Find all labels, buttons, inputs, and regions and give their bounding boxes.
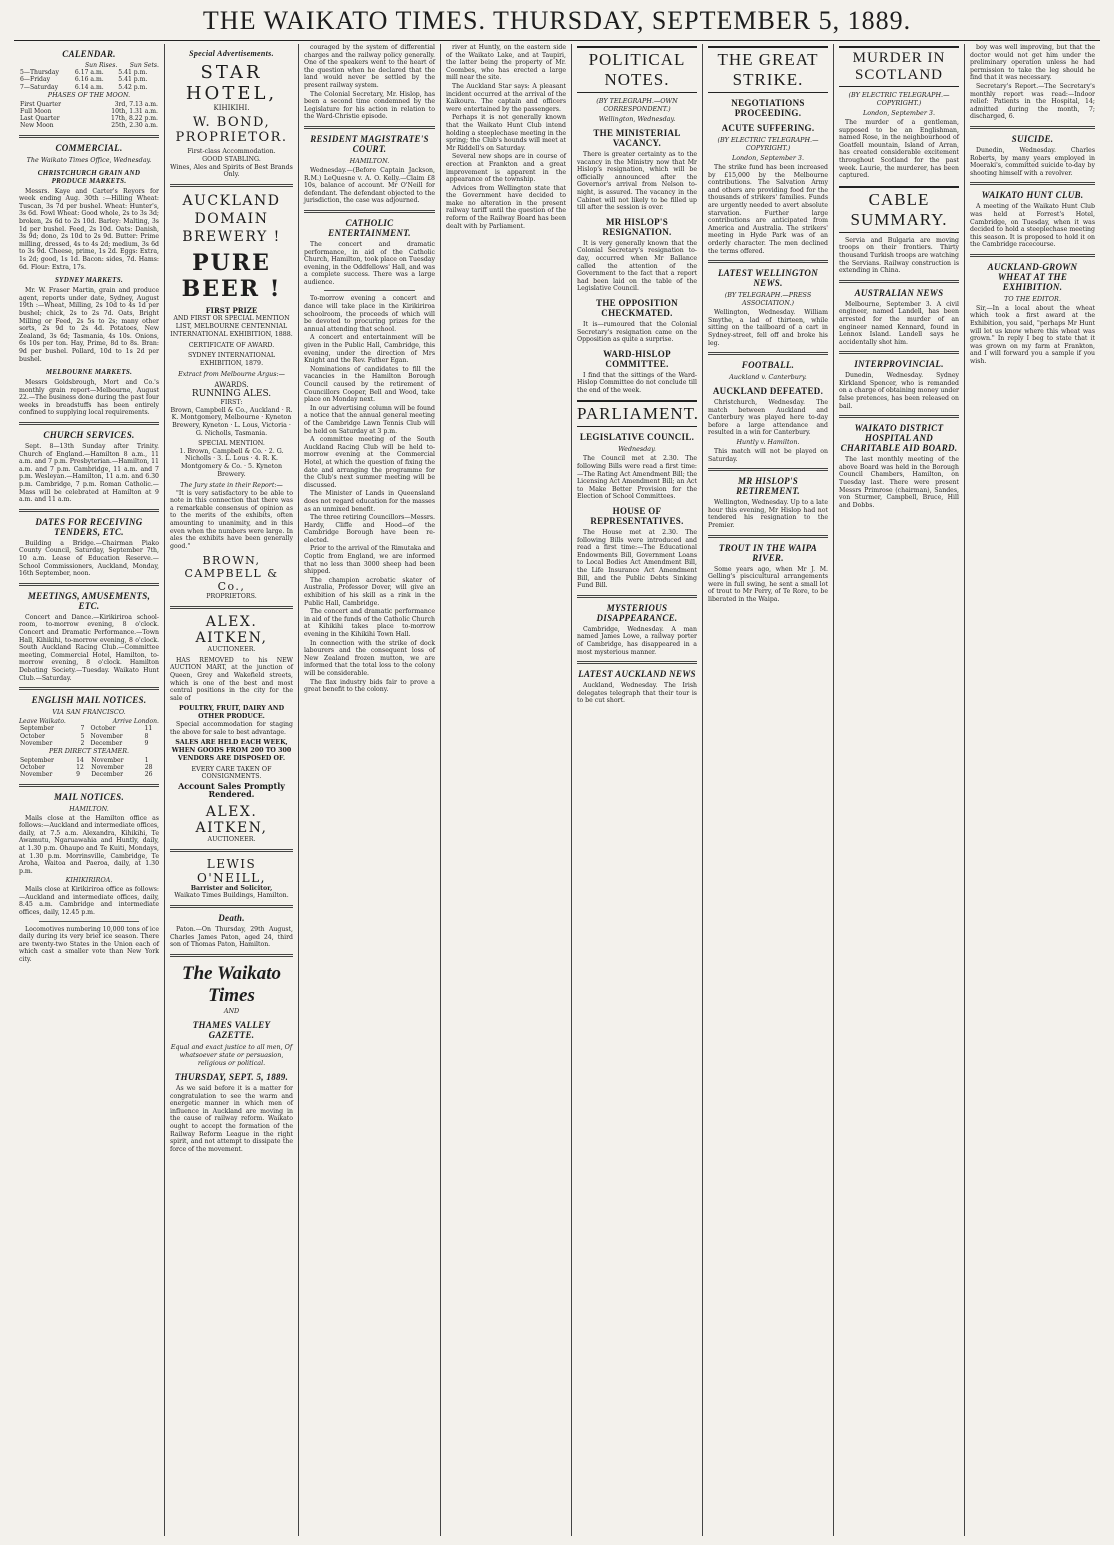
mail-notices-title: MAIL NOTICES. <box>53 791 125 802</box>
paragraph: couraged by the system of differential charges and the railway policy generally. One of the speakers went to the heart of the question when he declared that the land would never be settled by the present railway system. <box>304 44 435 89</box>
mysterious-text: Cambridge, Wednesday. A man named James Lowe, a railway porter of Cambridge, has disappeared in a most mysterious manner. <box>577 625 697 656</box>
aitken-name: ALEX. AITKEN, <box>195 614 268 647</box>
divider <box>19 422 159 425</box>
newspaper-page <box>14 44 1100 1536</box>
english-mail-title: ENGLISH MAIL NOTICES. <box>31 695 147 706</box>
paragraph: Nominations of candidates to fill the vacancies in the Hamilton Borough Council caused by the retirement of Councillors Cooper, Bell and Wood, take place on Monday next. <box>304 365 435 404</box>
divider <box>708 352 828 355</box>
gazette-title: THAMES VALLEY GAZETTE. <box>192 1019 271 1040</box>
divider <box>170 849 293 852</box>
political-text: There is greater certainty as to the vacancy in the Ministry now that Mr Hislop's resignation, which will be officially announced after the Governor's arrival from Nelson to-night, is assured. The vacancy in the Cabinet will not likely to be filled up till after the session is over. <box>577 151 697 212</box>
political-heading: MR HISLOP'S RESIGNATION. <box>602 216 672 237</box>
parliament-title: PARLIAMENT. <box>577 400 697 427</box>
murder-text: The murder of a gentleman, supposed to be an Englishman, named Rose, in the neighbourhood of Goatfell mountain, Island of Arran, has created considerable excitement throughout Scotland for the past week. Laurie, the murderer, has been captured. <box>839 119 959 180</box>
masthead: THE WAIKATO TIMES. THURSDAY, SEPTEMBER 5, 1889. <box>202 6 912 35</box>
paragraph: boy was well improving, but that the doctor would not get him under the preliminary operation unless he had permission to take the leg should he find that it was necessary. <box>970 44 1095 82</box>
oneill-ad <box>170 857 293 901</box>
interprovincial-title: INTERPROVINCIAL. <box>854 359 944 370</box>
column-5 <box>571 44 702 1536</box>
tenders-title: DATES FOR RECEIVING TENDERS, ETC. <box>35 516 143 537</box>
column-4 <box>440 44 571 1536</box>
table-row: November 9 December 26 <box>20 771 153 779</box>
table-row: October 12 November 28 <box>20 764 153 772</box>
paragraph: A concert and entertainment will be given in the Public Hall, Cambridge, this evening, under the direction of Mrs Knight and the Rev. Father Egan. <box>304 334 435 365</box>
prize-detail: AND FIRST OR SPECIAL MENTION LIST, MELBOURNE CENTENNIAL INTERNATIONAL EXHIBITION, 1888. <box>170 315 293 338</box>
times-and: AND <box>223 1006 240 1015</box>
catholic-text: The concert and dramatic performance, in aid of the Catholic Church, Hamilton, took place on Tuesday evening, in the Oddfellows' Hall, and was a complete success. There was a large audience. <box>304 240 435 286</box>
sales-note: SALES ARE HELD EACH WEEK, WHEN GOODS FROM 200 TO 300 VENDORS ARE DISPOSED OF. <box>171 739 292 762</box>
table-row: 7—Saturday 6.14 a.m. 5.42 p.m. <box>20 83 148 91</box>
proprietors: PROPRIETORS. <box>206 593 257 601</box>
commercial-title: COMMERCIAL. <box>55 142 123 153</box>
editorial-dateline: THURSDAY, SEPT. 5, 1889. <box>174 1071 289 1082</box>
rm-court-text: Wednesday.—(Before Captain Jackson, R.M.) LeQuesne v. A. O. Kelly.—Claim £8 10s, balance of account. Mr O'Neill for defendant. The defendant objected to the jurisdiction, the case was adjourned. <box>304 166 435 205</box>
running-ales: RUNNING ALES. <box>191 388 272 399</box>
football-title: FOOTBALL. <box>741 360 795 371</box>
death-title: Death. <box>218 913 245 924</box>
paragraph: The Minister of Lands in Queensland does not regard education for the masses as an unmixed benefit. <box>304 490 435 513</box>
divider <box>708 468 828 471</box>
awards: AWARDS. <box>214 380 249 389</box>
col-head: Sun Sets. <box>129 62 159 69</box>
aitken-role: AUCTIONEER. <box>207 646 256 654</box>
first-label: FIRST: <box>220 398 243 406</box>
council-day: Wednesday. <box>618 445 656 454</box>
paragraph: The three retiring Councillors—Messrs. Hardy, Cliffe and Hood—of the Cambridge Borough have been re-elected. <box>304 514 435 544</box>
divider <box>708 260 828 263</box>
suicide-text: Dunedin, Wednesday. Charles Roberts, by many years employed in Moeraki's, committed suicide to-day by shooting himself with a revolver. <box>970 146 1095 177</box>
divider <box>839 351 959 354</box>
political-heading: THE OPPOSITION CHECKMATED. <box>596 297 678 318</box>
political-heading: WARD-HISLOP COMMITTEE. <box>603 348 671 369</box>
first-prize: FIRST PRIZE <box>205 306 258 316</box>
hospital-title: WAIKATO DISTRICT HOSPITAL AND CHARITABLE AID BOARD. <box>840 423 958 454</box>
english-mail-table <box>19 718 159 747</box>
english-mail-via: VIA SAN FRANCISCO. <box>52 708 126 717</box>
strike-byline: (BY ELECTRIC TELEGRAPH.—COPYRIGHT.) <box>717 136 819 152</box>
hunt-club-text: A meeting of the Waikato Hunt Club was held at Forrest's Hotel, Cambridge, on Tuesday, when it was decided to hold a steeplechase meeting this season. It is proposed to hold it on the Cambridge racecourse. <box>970 203 1095 249</box>
special-ads-title: Special Advertisements. <box>189 49 274 58</box>
football-text: Christchurch, Wednesday. The match between Auckland and Canterbury was played here to-day before a large attendance and resulted in a win for Canterbury. <box>708 399 828 437</box>
account-sales: Account Sales Promptly Rendered. <box>178 781 285 799</box>
commercial-office: The Waikato Times Office, Wednesday. <box>26 155 152 164</box>
hotel-place: KIHIKIHI. <box>213 104 250 112</box>
sydney-markets-text: Mr. W. Fraser Martin, grain and produce agent, reports under date, Sydney, August 19th :—Wheat, Milling, 2s 10d to 4s 1d per bushel; chick, 2s to 2s 7d. Oats, Bright Milling or Feed, 2s 5s to 2s; many other sorts, 2s 9d to 2s 4d. Potatoes, New Zealand, 3s 6d; Tasmania, 4s 10s. Onions, 6s 10s per ton. Hay, Prime, 8d to 8s. Bran: 9d per bushel. Pollard, 10d to 1s 2d per bushel. <box>19 287 159 363</box>
melbourne-markets-text: Messrs Goldsbrough, Mort and Co.'s monthly grain report—Melbourne, August 22.—The business done during the past four weeks in breadstuffs has been entirely confined to supplying local requirements. <box>19 379 159 417</box>
paragraph: In connection with the strike of dock labourers and the consequent loss of New Zealand frozen mutton, we are informed that the total loss to the colony will be considerable. <box>304 639 435 677</box>
australian-news-title: AUSTRALIAN NEWS <box>854 287 944 298</box>
oneill-role: Barrister and Solicitor, <box>190 884 273 892</box>
political-text: It is—rumoured that the Colonial Secretary's resignation came on the Opposition as quite a surprise. <box>577 320 697 344</box>
table-row: First Quarter 3rd, 7.13 a.m. <box>20 100 158 108</box>
aitken-ad <box>170 614 293 844</box>
hotel-owner: W. BOND, PROPRIETOR. <box>175 115 288 145</box>
to-editor: TO THE EDITOR. <box>1004 294 1061 303</box>
hotel-line: GOOD STABLING. <box>202 155 261 163</box>
hotel-line: Wines, Ales and Spirits of Best Brands Only. <box>170 163 293 179</box>
table-row: September 7 October 11 <box>20 725 153 733</box>
certificate: CERTIFICATE OF AWARD. <box>188 341 275 349</box>
divider <box>577 595 697 598</box>
column-6 <box>702 44 833 1536</box>
divider <box>19 687 159 690</box>
strike-place: London, September 3. <box>731 154 805 162</box>
direct-mail-table <box>19 757 159 779</box>
divider <box>19 583 159 586</box>
paragraph: Prior to the arrival of the Rimutaka and Coptic from England, we are informed that no less than 3000 sheep had been shipped. <box>304 545 435 576</box>
council-text: The Council met at 2.30. The following Bills were read a first time:—The Rating Act Amendment Bill; the Licensing Act Amendment Bill; an Act to Make Better Provision for the Election of School Committees. <box>577 455 697 501</box>
divider <box>970 126 1095 129</box>
table-row: Last Quarter 17th, 8.22 p.m. <box>20 115 158 123</box>
divider <box>324 290 415 291</box>
divider <box>970 182 1095 185</box>
melbourne-markets-title: MELBOURNE MARKETS. <box>45 368 133 377</box>
divider <box>170 954 293 957</box>
strike-subhead: NEGOTIATIONS PROCEEDING. <box>731 98 805 118</box>
notice-text: Locomotives numbering 10,000 tons of ice daily during its very brief ice season. There are twenty-two States in the Union each of which cast a smaller vote than New York city. <box>19 925 159 964</box>
sydney-markets-title: SYDNEY MARKETS. <box>54 276 124 285</box>
column-7 <box>833 44 964 1536</box>
special-note: Special accommodation for staging the above for sale to best advantage. <box>170 721 293 736</box>
table-row: September 14 November 1 <box>20 756 149 764</box>
special-mention: SPECIAL MENTION. <box>198 439 265 447</box>
divider <box>839 280 959 283</box>
rm-court-place: HAMILTON. <box>349 156 390 165</box>
oneill-place: Waikato Times Buildings, Hamilton. <box>174 892 289 900</box>
col-head: Sun Rises. <box>84 62 118 69</box>
column-2-advertisements <box>164 44 298 1536</box>
jury-quote: "It is very satisfactory to be able to note in this connection that there was a remarkable consensus of opinion as to the merits of the exhibits, often amounting to unanimity, and in this even when the numbers were large. In ales the exhibits have been generally good." <box>170 489 293 550</box>
murder-byline: (BY ELECTRIC TELEGRAPH.—COPYRIGHT.) <box>848 91 950 107</box>
column-3 <box>298 44 440 1536</box>
grain-market-title: CHRISTCHURCH GRAIN AND PRODUCE MARKETS. <box>37 168 141 185</box>
huntly-text: This match will not be played on Saturday. <box>708 448 828 463</box>
calendar-table <box>19 62 159 91</box>
meetings-title: MEETINGS, AMUSEMENTS, ETC. <box>27 590 151 611</box>
paragraph: The Colonial Secretary, Mr. Hislop, has been a second time condemned by the Legislature for his action in relation to the Ward-Christie episode. <box>304 90 435 121</box>
paragraph: The Auckland Star says: A pleasant incident occurred at the arrival of the Kaikoura. The captain and officers were entertained by the passengers. <box>446 82 566 113</box>
death-text: Paton.—On Thursday, 29th August, Charles James Paton, aged 24, third son of Thomas Paton, Hamilton. <box>170 926 293 949</box>
star-hotel-ad <box>170 62 293 179</box>
strike-subhead-2: ACUTE SUFFERING. <box>721 123 815 133</box>
table-row: October 5 November 8 <box>20 732 149 740</box>
political-heading: THE MINISTERIAL VACANCY. <box>593 128 681 148</box>
tenders-text: Building a Bridge.—Chairman Piako County Council, Saturday, September 7th, 10 a.m. Lease of Education Reserve.—School Commissioners, Auckland, Monday, 16th September, noon. <box>19 539 159 578</box>
murder-place: London, September 3. <box>862 109 936 117</box>
paragraph: Perhaps it is not generally known that the Waikato Hunt Club intend holding a steeplechase meeting in the spring; the Club's hounds will meet at Mr Riddell's on Saturday. <box>446 114 566 152</box>
aitken-role-2: AUCTIONEER. <box>207 835 256 843</box>
divider <box>19 509 159 512</box>
strike-text: The strike fund has been increased by £15,000 by the Melbourne contributions. The Salvation Army and others are providing food for the thousands of strikers' families. Funds are urgently needed to avert absolute starvation. Further large contributions are anticipated from America and Australia. The strikers' meeting in Hyde Park was of an orderly character. The men declined the terms offered. <box>708 164 828 255</box>
mail-town: HAMILTON. <box>69 804 109 813</box>
hotel-title: STAR HOTEL, <box>185 62 278 104</box>
murder-title: MURDER IN SCOTLAND <box>839 46 959 87</box>
moon-title: PHASES OF THE MOON. <box>47 90 131 99</box>
divider <box>19 784 159 787</box>
political-place: Wellington, Wednesday. <box>598 115 676 123</box>
paragraph: Several new shops are in course of erection at Frankton and a great improvement is apparent in the appearance of the township. <box>446 153 566 184</box>
table-row: 5—Thursday 6.17 a.m. 5.41 p.m. <box>20 69 148 77</box>
interprovincial-text: Dunedin, Wednesday. Sydney Kirkland Spencer, who is remanded on a charge of obtaining money under false pretences, has been released on bail. <box>839 372 959 410</box>
strike-title: THE GREAT STRIKE. <box>708 46 828 93</box>
mail-text-2: Mails close at Kirikiriroa office as follows:—Auckland and intermediate offices, daily, 8.45 a.m. Cambridge and intermediate offices, daily, 12.45 p.m. <box>19 886 159 917</box>
divider <box>708 535 828 538</box>
english-mail-direct: PER DIRECT STEAMER. <box>48 746 130 755</box>
calendar-title: CALENDAR. <box>62 49 116 59</box>
divider <box>304 126 435 129</box>
divider <box>19 135 159 138</box>
col-head: Leave Waikato. <box>19 718 66 726</box>
catholic-title: CATHOLIC ENTERTAINMENT. <box>328 217 411 238</box>
mail-town-2: KIHIKIRIROA. <box>65 876 113 885</box>
oneill-name: LEWIS O'NEILL, <box>197 856 266 885</box>
grain-market-text: Messrs. Kaye and Carter's Reyors for week ending Aug. 30th :—Hilling Wheat: Tuscan, 3s 7d per bushel. Wheat: Hunter's, 3s 6d. Fowl Wheat: Good whole, 2s to 3s 3d; broken, 2s 6d to 2s 10d. Barley: Malting, 3s 1d per bushel. Feed, 2s 10d. Oats: Danish, 3s 9d; dono, 2s 10d to 2s 9d. Butter: Prime milling, dressed, 4s to 4s 2d; medium, 3s 6d to 3s 9d. Cheese, prime, 1s 2d. Eggs: Extra, 1s 2d; good, 1s 1d. Bacon: sides, 7d. Hams: 6d. Flour: Extra, 17s. <box>19 187 159 271</box>
cable-title: CABLE SUMMARY. <box>839 186 959 233</box>
cable-text: Servia and Bulgaria are moving troops on their frontiers. Thirty thousand Turkish troops are watching the Servians. Railway construction is extending in China. <box>839 236 960 275</box>
hotel-line: First-class Accommodation. <box>187 148 276 155</box>
paragraph: Secretary's Report.—The Secretary's monthly report was read:—Indoor relief: Patients in the Hospital, 14; admitted during the month, 7; discharged, 6. <box>970 82 1095 121</box>
paragraph: The concert and dramatic performance in aid of the funds of the Catholic Church at Kihikihi takes place to-morrow evening in the Kihikihi Town Hall. <box>304 608 435 638</box>
retirement-text: Wellington, Wednesday. Up to a late hour this evening, Mr Hislop had not tendered his resignation to the Premier. <box>708 499 828 530</box>
wheat-text: Sir,—In a local about the wheat which took a first award at the Exhibition, you said, "perhaps Mr Hunt will let us know where this wheat was grown." In reply I beg to state that it was grown on my farm at Frankton, and I will forward you a sample if you wish. <box>970 304 1095 366</box>
divider <box>170 606 293 609</box>
aitken-text: HAS REMOVED to his NEW AUCTION MART, at the junction of Queen, Grey and Wakefield streets, which is one of the best and most central positions in the city for the sale of <box>170 656 293 702</box>
special-list: 1. Brown, Campbell & Co. · 2. G. Nicholls · 3. L. Lous · 4. R. K. Montgomery & Co. · 5. Kyneton Brewery. <box>179 447 284 478</box>
masthead-rule <box>14 40 1100 41</box>
church-title: CHURCH SERVICES. <box>43 430 135 441</box>
hunt-club-title: WAIKATO HUNT CLUB. <box>981 190 1084 201</box>
paragraph: river at Huntly, on the eastern side of the Waikato Lake, and at Taupiri, the latter being the property of Mr. Coombes, who has erected a large mill near the site. <box>446 44 566 82</box>
house-title: HOUSE OF REPRESENTATIVES. <box>590 506 684 527</box>
times-motto: Equal and exact justice to all men, Of whatsoever state or persuasion, religious or political. <box>170 1042 293 1067</box>
paragraph: Advices from Wellington state that the Government have decided to make no alteration in the present railway tariff until the question of the reform of the Railway Board has been dealt with by Parliament. <box>446 184 566 230</box>
political-text: It is very generally known that the Colonial Secretary's resignation to-day, occurred when Mr Ballance called the attention of the Government to the fact that a report had been laid on the table of the Legislative Council. <box>577 239 697 293</box>
table-row: Full Moon 10th, 1.31 a.m. <box>20 108 158 116</box>
suicide-title: SUICIDE. <box>1011 133 1054 144</box>
every-care: EVERY CARE TAKEN OF CONSIGNMENTS. <box>191 765 272 781</box>
moon-table <box>19 101 159 130</box>
mail-text: Mails close at the Hamilton office as follows:—Auckland and intermediate offices, daily, at 7.5 a.m. Alexandra, Kihikihi, Te Awamutu, Ngaruawahia and Huntly, daily, at 1.30 p.m. Ohaupo and Te Kuiti, Mondays, at 1.30 p.m. Morrinsville, Cambridge, Te Aroha, Waitoa and Paeroa, daily, at 1.30 p.m. <box>19 814 160 875</box>
brewery-firm: BROWN, CAMPBELL & Co., <box>184 554 279 594</box>
rm-court-title: RESIDENT MAGISTRATE'S COURT. <box>310 133 429 154</box>
brewery-ad <box>170 192 293 601</box>
table-row: New Moon 25th, 2.30 a.m. <box>20 122 158 130</box>
brewery-title: AUCKLAND DOMAIN BREWERY ! <box>182 193 281 246</box>
political-text: I find that the sittings of the Ward-Hislop Committee do not conclude till the end of the week. <box>577 371 697 394</box>
wellington-text: Wellington, Wednesday. William Smythe, a lad of thirteen, while sitting on the tailboard of a cart in Sydney-street, fell off and broke his leg. <box>708 309 828 347</box>
table-row: 6—Friday 6.16 a.m. 5.41 p.m. <box>20 76 148 84</box>
jury-intro: The Jury state in their Report:— <box>180 481 283 489</box>
paragraph: A committee meeting of the South Auckland Racing Club will be held to-morrow evening at the Commercial Hotel, at which the question of fixing the date and arranging the programme for the Club's next summer meeting will be discussed. <box>304 436 435 489</box>
match-title: Auckland v. Canterbury. <box>729 373 807 382</box>
defeated-title: AUCKLAND DEFEATED. <box>712 386 824 397</box>
political-byline: (BY TELEGRAPH.—OWN CORRESPONDENT.) <box>596 97 678 113</box>
retirement-title: MR HISLOP'S RETIREMENT. <box>736 476 800 497</box>
hospital-text: The last monthly meeting of the above Board was held in the Borough Council Chambers, Hamilton, on Tuesday last. There were present Messrs Primrose (chairman), Sandes, von Sturmer, Campbell, Bruce, Hill and Dobbs. <box>839 456 959 509</box>
pure-beer: PURE BEER ! <box>181 250 282 303</box>
column-1 <box>14 44 164 1536</box>
auckland-news-text: Auckland, Wednesday. The Irish delegates telegraph that their tour is to be cut short. <box>577 682 697 705</box>
sydney-exhibition: SYDNEY INTERNATIONAL EXHIBITION, 1879. <box>187 352 276 368</box>
divider <box>304 210 435 213</box>
auckland-news-title: LATEST AUCKLAND NEWS <box>578 669 696 680</box>
divider <box>839 415 959 418</box>
wellington-title: LATEST WELLINGTON NEWS. <box>717 268 819 289</box>
trout-text: Some years ago, when Mr J. M. Gelling's piscicultural arrangements were in full swing, he sent a small lot of trout to Mr Perry, of Te Rore, to be liberated in the Waipa. <box>708 565 828 603</box>
paragraph: To-morrow evening a concert and dance will take place in the Kirikiriroa schoolroom, the proceeds of which will be devoted to procuring prizes for the annual attending that school. <box>304 295 435 333</box>
col-head: Arrive London. <box>112 718 159 726</box>
divider <box>577 661 697 664</box>
paragraph: The champion acrobatic skater of Australia, Professor Dover, will give an exhibition of his skill as a rink in the Public Hall, Cambridge. <box>304 576 435 607</box>
mysterious-title: MYSTERIOUS DISAPPEARANCE. <box>596 602 678 623</box>
meetings-text: Concert and Dance.—Kirikiriroa school-room, to-morrow evening, 8 o'clock. Concert and Dramatic Performance.—Town Hall, Kihikihi, to-morrow evening, 8 o'clock. South Auckland Racing Club.—Committee meeting, Commercial Hotel, Hamilton, to-morrow evening, 8 o'clock. Hamilton Debating Society.—Tuesday. Waikato Hunt Club.—Saturday. <box>19 613 159 682</box>
trout-title: TROUT IN THE WAIPA RIVER. <box>718 542 818 563</box>
first-list: Brown, Campbell & Co., Auckland · R. K. Montgomery, Melbourne · Kyneton Brewery, Kyneton · L. Lous, Victoria · G. Nicholls, Tasmania. <box>170 406 293 437</box>
aitken-name-2: ALEX. AITKEN, <box>195 803 268 836</box>
divider <box>39 921 139 922</box>
church-text: Sept. 8—13th Sunday after Trinity. Church of England.—Hamilton 8 a.m., 11 a.m. and 7 p.m. Presbyterian.—Hamilton, 11 a.m. and 7 p.m. Cambridge, 11 a.m. and 7 p.m. Wesleyan.—Hamilton, 11 a.m. and 6.30 p.m. Cambridge, 7 p.m. Roman Catholic.—Mass will be celebrated at Hamilton at 9 a.m. and 11 a.m. <box>19 443 159 504</box>
times-nameplate: The Waikato Times <box>181 962 282 1006</box>
divider <box>170 184 293 187</box>
argus-extract: Extract from Melbourne Argus:— <box>178 370 285 378</box>
council-title: LEGISLATIVE COUNCIL. <box>579 432 695 443</box>
divider <box>970 254 1095 257</box>
column-8 <box>964 44 1100 1536</box>
wheat-title: AUCKLAND-GROWN WHEAT AT THE EXHIBITION. <box>987 261 1078 292</box>
divider <box>170 905 293 908</box>
produce: POULTRY, FRUIT, DAIRY AND OTHER PRODUCE. <box>178 705 285 721</box>
house-text: The House met at 2.30. The following Bills were introduced and read a first time:—The Educational Endowments Bill, Government Loans to Local Bodies Act Amendment Bill, the Life Insurance Act Amendment Bill, and the Public Debts Sinking Fund Bill. <box>577 529 697 590</box>
paragraph: The flax industry bids fair to prove a great benefit to the colony. <box>304 678 435 694</box>
political-notes-title: POLITICAL NOTES. <box>577 46 697 93</box>
huntly-match: Huntly v. Hamilton. <box>736 438 800 447</box>
paragraph: In our advertising column will be found a notice that the annual general meeting of the Cambridge Lawn Tennis Club will be held on Saturday at 3 p.m. <box>304 404 435 435</box>
wellington-byline: (BY TELEGRAPH.—PRESS ASSOCIATION.) <box>724 291 812 308</box>
australian-news-text: Melbourne, September 3. A civil engineer, named Landell, has been arrested for the murder of an engineer named Kennard, found in Lennox Island. Landell says he accidentally shot him. <box>839 300 959 346</box>
editorial-text: As we said before it is a matter for congratulation to see the warm and energetic manner in which men of influence in Auckland are moving in the cause of railway reform. Waikato ought to accept the formation of the Railway Reform League in the right spirit, and not attempt to dissipate the force of the movement. <box>170 1084 293 1153</box>
table-row: November 2 December 9 <box>20 739 149 747</box>
